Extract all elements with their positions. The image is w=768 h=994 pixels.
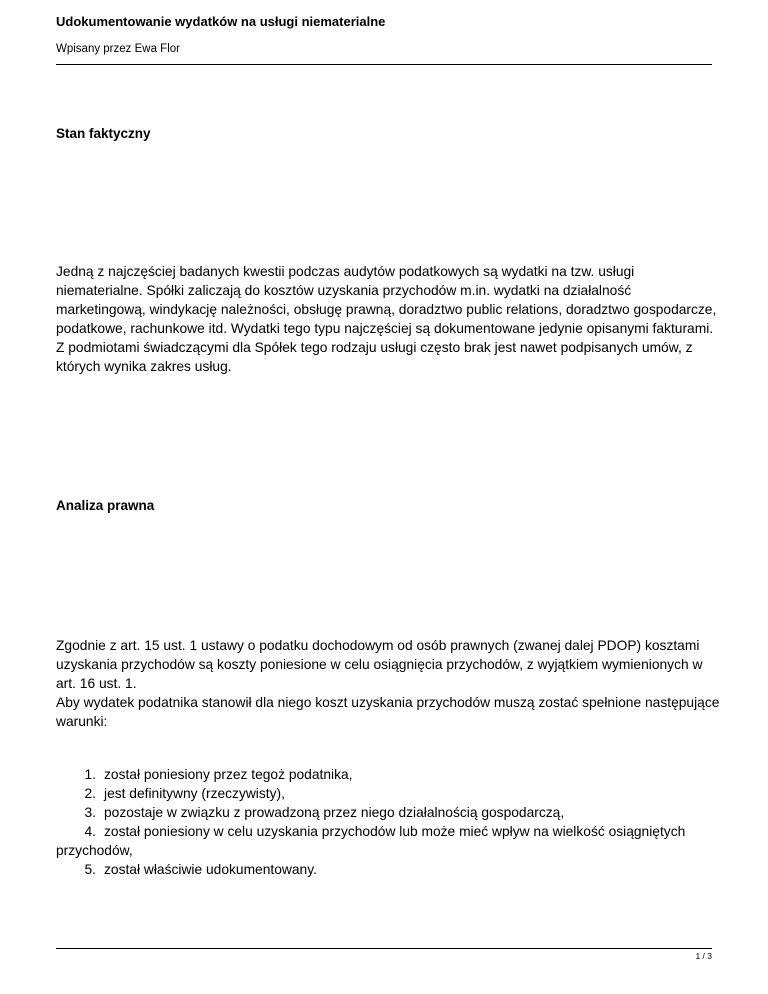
list-item-text: pozostaje w związku z prowadzoną przez niego działalnością gospodarczą, (104, 805, 565, 820)
list-item-number: 4. (84, 824, 96, 839)
list-item-number: 1. (84, 767, 96, 782)
list-item-text: jest definitywny (rzeczywisty), (104, 786, 285, 801)
list-item-number: 5. (84, 862, 96, 877)
footer-divider (56, 948, 712, 949)
document-title: Udokumentowanie wydatków na usługi niematerialne (56, 14, 386, 29)
analysis-paragraph-1: Zgodnie z art. 15 ust. 1 ustawy o podatku dochodowym od osób prawnych (zwanej dalej PDOP) kosztami uzyskania przychodów są koszty poniesione w celu osiągnięcia przychodów, z wyjątkiem wymienionych w art. 16 ust. 1. (56, 638, 703, 691)
facts-paragraph: Jedną z najczęściej badanych kwestii podczas audytów podatkowych są wydatki na tzw. usługi niematerialne. Spółki zaliczają do kosztów uzyskania przychodów m.in. wydatki na działalność marketingową, windykację należności, obsługę prawną, doradztwo public relations, doradztwo gospodarcze, podatkowe, rachunkowe itd. Wydatki tego typu najczęściej są dokumentowane jedynie opisanymi fakturami. Z podmiotami świadczącymi dla Spółek tego rodzaju usługi często brak jest nawet podpisanych umów, z których wynika zakres usług. (56, 264, 717, 374)
list-item-text: został właściwie udokumentowany. (104, 862, 317, 877)
list-item (56, 860, 721, 879)
list-item-number: 2. (84, 786, 96, 801)
list-item-number: 3. (84, 805, 96, 820)
conditions-list (56, 765, 721, 879)
page-number: 1 / 3 (695, 951, 712, 961)
list-item (56, 765, 721, 784)
list-item (56, 822, 721, 860)
document-author: Wpisany przez Ewa Flor (56, 43, 180, 55)
list-item-text: został poniesiony przez tegoż podatnika, (104, 767, 353, 782)
list-item (56, 803, 721, 822)
list-item-text: został poniesiony w celu uzyskania przychodów lub może mieć wpływ na wielkość osiągniętych przychodów, (56, 824, 686, 858)
header-divider (56, 64, 712, 65)
analysis-paragraph-2: Aby wydatek podatnika stanowił dla niego koszt uzyskania przychodów muszą zostać spełnione następujące warunki: (56, 695, 720, 729)
list-item (56, 784, 721, 803)
section-heading-facts: Stan faktyczny (56, 126, 151, 141)
section-heading-analysis: Analiza prawna (56, 498, 155, 513)
